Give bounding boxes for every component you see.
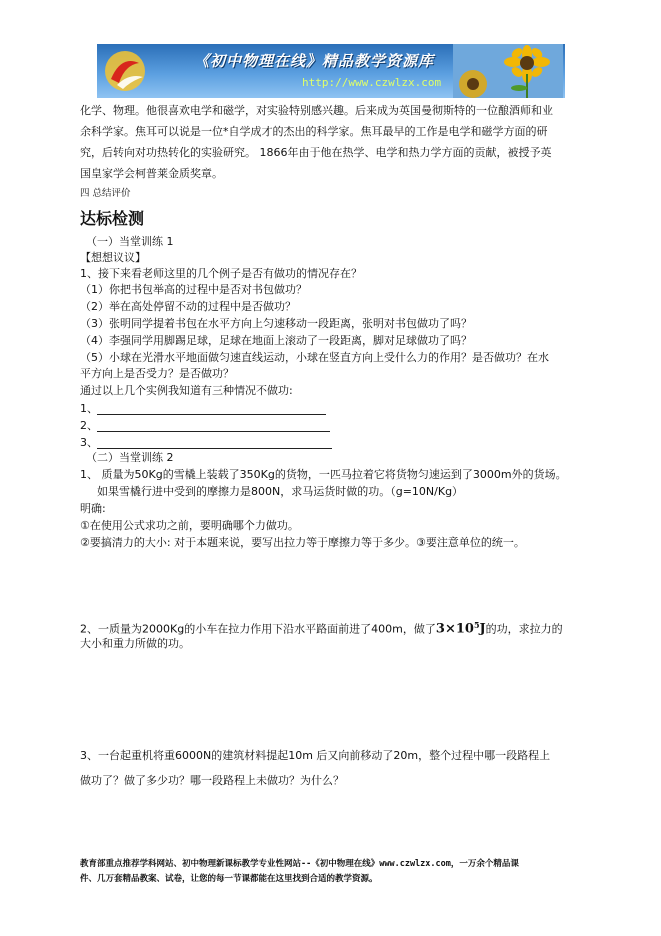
list-item: （2）举在高处停留不动的过程中是否做功？ (80, 300, 296, 313)
answer-blank-2[interactable] (97, 431, 330, 432)
section-heading: 四 总结评价 (80, 188, 131, 199)
blank-label: 2、 (80, 419, 98, 432)
question-2-2-text-after: 的功，求拉力的 (485, 622, 563, 636)
blank-label: 1、 (80, 402, 98, 415)
list-item: 平方向上是否受力？是否做功？ (80, 367, 234, 380)
part2-title: （二）当堂训练 2 (86, 451, 174, 464)
footer-line-2: 件、几万套精品教案、试卷，让您的每一节课都能在这里找到合适的教学资源。 (80, 874, 378, 884)
list-item: （3）张明同学提着书包在水平方向上匀速移动一段距离，张明对书包做功了吗？ (80, 317, 472, 330)
header-banner (97, 44, 565, 98)
question-2-2-line-2: 大小和重力所做的功。 (80, 637, 190, 650)
intro-line-2: 余科学家。焦耳可以说是一位*自学成才的杰出的科学家。焦耳最早的工作是电学和磁学方面的研 (80, 125, 548, 138)
question-2-2-text-before: 2、一质量为2000Kg的小车在拉力作用下沿水平路面前进了400m，做了 (80, 622, 436, 636)
blank-label: 3、 (80, 436, 98, 449)
part1-subtitle: 【想想议议】 (80, 251, 146, 264)
conclusion-prompt: 通过以上几个实例我知道有三种情况不做功: (80, 384, 293, 397)
answer-blank-1[interactable] (97, 414, 326, 415)
clarify-point-2: ②要搞清力的大小: 对于本题来说，要写出拉力等于摩擦力等于多少。③要注意单位的统一。 (80, 536, 525, 549)
list-item: （5）小球在光滑水平地面做匀速直线运动，小球在竖直方向上受什么力的作用？是否做功？在水 (80, 351, 549, 364)
question-1: 1、接下来看老师这里的几个例子是否有做功的情况存在？ (80, 267, 362, 280)
work-value-exponent: 5 (473, 620, 480, 630)
question-2-3-line-1: 3、一台起重机将重6000N的建筑材料提起10m 后又向前移动了20m，整个过程中哪一段路程上 (80, 749, 551, 762)
page-footer (80, 857, 586, 887)
footer-line-1: 教育部重点推荐学科网站、初中物理新课标教学专业性网站--《初中物理在线》www.czwlzx.com，一万余个精品课 (80, 859, 519, 869)
work-value-coefficient: 3×10 (435, 621, 474, 637)
clarify-label: 明确: (80, 502, 106, 515)
work-value-unit: J (479, 621, 486, 637)
question-2-1-line-1: 1、 质量为50Kg的雪橇上装载了350Kg的货物，一匹马拉着它将货物匀速运到了3000m外的货场。 (80, 468, 567, 481)
sunflower-image-icon (453, 44, 563, 98)
list-item: （1）你把书包举高的过程中是否对书包做功？ (80, 283, 307, 296)
part1-title: （一）当堂训练 1 (86, 235, 174, 248)
intro-line-3: 究，后转向对功热转化的实验研究。 1866年由于他在热学、电学和热力学方面的贡献，被授予英 (80, 146, 552, 159)
question-2-2-line-1 (80, 618, 563, 637)
page-heading: 达标检测 (80, 209, 145, 228)
clarify-point-1: ①在使用公式求功之前，要明确哪个力做功。 (80, 519, 299, 532)
site-logo-icon (103, 49, 147, 93)
answer-blank-3[interactable] (97, 448, 332, 449)
list-item: （4）李强同学用脚踢足球，足球在地面上滚动了一段距离，脚对足球做功了吗？ (80, 334, 472, 347)
banner-title: 《初中物理在线》精品教学资源库 (193, 52, 434, 70)
intro-line-4: 国皇家学会柯普莱金质奖章。 (80, 167, 223, 180)
question-2-3-line-2: 做功了？做了多少功？哪一段路程上未做功？为什么？ (80, 774, 344, 787)
question-2-1-line-2: 如果雪橇行进中受到的摩擦力是800N，求马运货时做的功。（g=10N/Kg） (97, 485, 464, 498)
banner-url[interactable]: http://www.czwlzx.com (302, 76, 442, 89)
intro-line-1: 化学、物理。他很喜欢电学和磁学，对实验特别感兴趣。后来成为英国曼彻斯特的一位酿酒师和业 (80, 104, 553, 117)
